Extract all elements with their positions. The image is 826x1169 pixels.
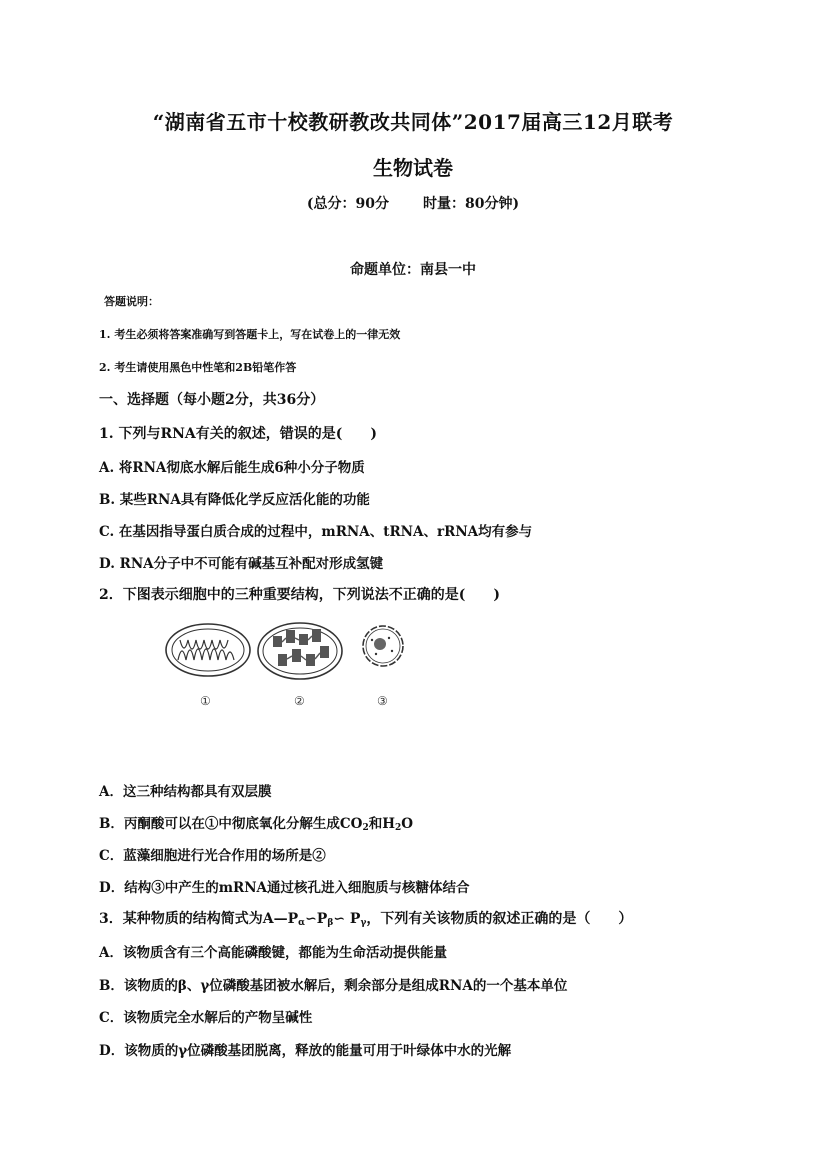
question-3-option-c: C．该物质完全水解后的产物呈碱性 [99, 1010, 313, 1026]
note-item: 2. 考生请使用黑色中性笔和2B铅笔作答 [99, 361, 297, 374]
question-2-stem: 2．下图表示细胞中的三种重要结构，下列说法不正确的是( ) [99, 587, 500, 603]
question-3-option-a: A．该物质含有三个高能磷酸键，都能为生命活动提供能量 [99, 945, 447, 961]
figure-label-3: ③ [377, 694, 388, 708]
question-1-option-b: B. 某些RNA具有降低化学反应活化能的功能 [99, 492, 370, 508]
question-1-stem: 1. 下列与RNA有关的叙述，错误的是( ) [99, 426, 378, 442]
author-unit: 命题单位：南县一中 [350, 262, 476, 278]
notes-heading: 答题说明： [104, 295, 159, 308]
time-limit: 时量：80分钟) [423, 196, 520, 212]
h2o-formula: $H_2O$ [382, 816, 413, 833]
question-1-option-a: A. 将RNA彻底水解后能生成6种小分子物质 [99, 460, 365, 476]
question-2-option-d: D．结构③中产生的mRNA通过核孔进入细胞质与核糖体结合 [99, 880, 470, 896]
figure-label-1: ① [200, 694, 211, 708]
exam-subject: 生物试卷 [373, 156, 453, 180]
question-1-option-d: D. RNA分子中不可能有碱基互补配对形成氢键 [99, 556, 384, 572]
question-1-option-c: C. 在基因指导蛋白质合成的过程中，mRNA、tRNA、rRNA均有参与 [99, 524, 533, 540]
co2-formula: $CO_2$ [339, 816, 369, 833]
nucleus-drawing [363, 626, 403, 666]
question-3-option-d: D．该物质的γ位磷酸基团脱离，释放的能量可用于叶绿体中水的光解 [99, 1043, 512, 1059]
exam-meta [0, 193, 826, 213]
mitochondrion-drawing [166, 624, 250, 676]
question-2-option-c: C．蓝藻细胞进行光合作用的场所是② [99, 848, 326, 864]
cell-structures-diagram [160, 616, 420, 712]
figure-label-2: ② [294, 694, 305, 708]
cell-structures-figure [160, 616, 420, 712]
question-2-option-b: B．丙酮酸可以在①中彻底氧化分解生成$CO_2$和$H_2O$ [99, 816, 413, 833]
note-item: 1. 考生必须将答案准确写到答题卡上，写在试卷上的一律无效 [99, 328, 401, 341]
option-text: B．丙酮酸可以在①中彻底氧化分解生成 [99, 816, 340, 832]
exam-title: “湖南省五市十校教研教改共同体”2017届高三12月联考 [152, 110, 674, 134]
question-3-stem: 3．某种物质的结构简式为$A—P_\alpha∽P_\beta∽$ $P_\gamma$，下列有关该物质的叙述正确的是（ ） [99, 911, 633, 928]
total-score: (总分：90分 [306, 196, 389, 212]
chloroplast-drawing [258, 623, 342, 679]
question-2-option-a: A．这三种结构都具有双层膜 [99, 784, 272, 800]
section-heading: 一、选择题（每小题2分，共36分） [99, 392, 325, 408]
question-3-option-b: B．该物质的β、γ位磷酸基团被水解后，剩余部分是组成RNA的一个基本单位 [99, 978, 568, 994]
